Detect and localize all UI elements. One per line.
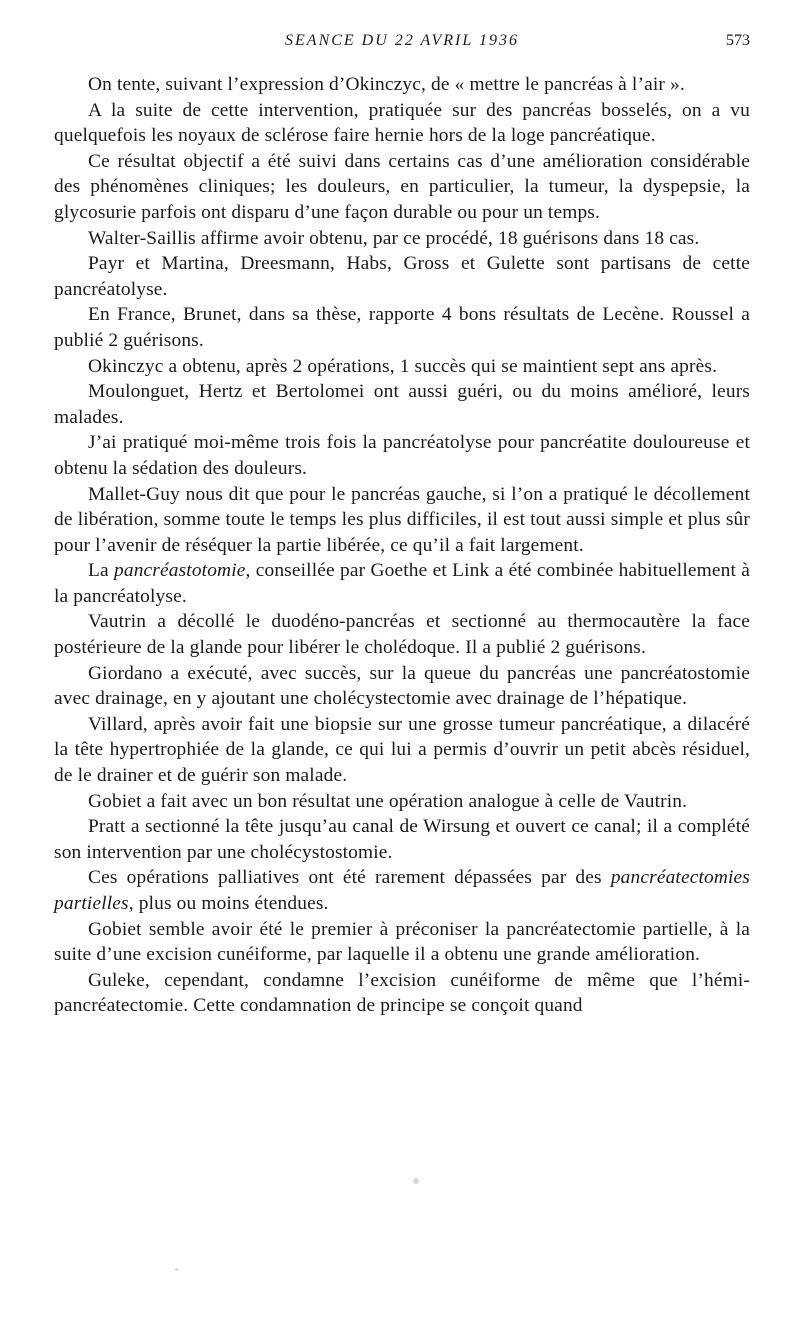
page-number: 573 <box>726 32 750 49</box>
ink-speck <box>175 1268 178 1271</box>
running-header <box>54 28 750 56</box>
paragraph: Guleke, cependant, condamne l’excision cunéiforme de même que l’hémi-pancréatectomie. Cette condamnation de principe se conçoit quand <box>54 969 750 1017</box>
paragraph: A la suite de cette intervention, pratiquée sur des pancréas bosselés, on a vu quelquefois les noyaux de sclérose faire hernie hors de la loge pancréatique. <box>54 99 750 147</box>
paragraph: On tente, suivant l’expression d’Okinczyc, de « mettre le pancréas à l’air ». <box>88 74 685 95</box>
ink-speck <box>413 1178 419 1184</box>
paragraph: Okinczyc a obtenu, après 2 opérations, 1 succès qui se maintient sept ans après. <box>88 355 718 377</box>
paragraph: Pratt a sectionné la tête jusqu’au canal de Wirsung et ouvert ce canal; il a complété son intervention par une cholécystostomie. <box>54 816 750 863</box>
body-text <box>54 72 750 1019</box>
italic-term: pancréastotomie <box>114 560 246 582</box>
paragraph: J’ai pratiqué moi-même trois fois la pancréatolyse pour pancréatite douloureuse et obtenu la sédation des douleurs. <box>54 432 750 479</box>
paragraph: En France, Brunet, dans sa thèse, rapporte 4 bons résultats de Lecène. Roussel a publié 2 guérisons. <box>54 304 750 351</box>
italic-term: pancréatectomies partielles <box>54 867 750 914</box>
paragraph: Ce résultat objectif a été suivi dans certains cas d’une amélioration considérable des phénomènes cliniques; les douleurs, en particulier, la tumeur, la dyspepsie, la glycosurie parfois ont disparu d’une façon durable ou pour un temps. <box>54 150 750 223</box>
paragraph: Walter-Saillis affirme avoir obtenu, par ce procédé, 18 guérisons dans 18 cas. <box>88 227 700 249</box>
paragraph: Giordano a exécuté, avec succès, sur la queue du pancréas une pancréatostomie avec drainage, en y ajoutant une cholécystectomie avec drainage de l’hépatique. <box>54 662 750 710</box>
paragraph: Vautrin a décollé le duodéno-pancréas et sectionné au thermocautère la face postérieure de la glande pour libérer le cholédoque. Il a publié 2 guérisons. <box>54 611 750 659</box>
paragraph: Gobiet a fait avec un bon résultat une opération analogue à celle de Vautrin. <box>88 790 688 812</box>
running-title: SEANCE DU 22 AVRIL 1936 <box>285 32 519 49</box>
paragraph: Mallet-Guy nous dit que pour le pancréas gauche, si l’on a pratiqué le décollement de libération, somme toute le temps les plus difficiles, il est tout aussi simple et plus sûr pour l’avenir de réséquer la partie libérée, ce qu’il a fait largement. <box>54 483 750 556</box>
paragraph: Ces opérations palliatives ont été rarement dépassées par des pancréatectomies partielles, plus ou moins étendues. <box>54 867 750 914</box>
paragraph: Payr et Martina, Dreesmann, Habs, Gross et Gulette sont partisans de cette pancréatolyse. <box>54 253 750 300</box>
paragraph: Moulonguet, Hertz et Bertolomei ont aussi guéri, ou du moins amélioré, leurs malades. <box>54 381 750 428</box>
paragraph: La pancréastotomie, conseillée par Goethe et Link a été combinée habituellement à la pancréatolyse. <box>54 560 750 607</box>
paragraph: Gobiet semble avoir été le premier à préconiser la pancréatectomie partielle, à la suite d’une excision cunéiforme, par laquelle il a obtenu une grande amélioration. <box>54 918 750 966</box>
paragraph: Villard, après avoir fait une biopsie sur une grosse tumeur pancréatique, a dilacéré la tête hypertrophiée de la glande, ce qui lui a permis d’ouvrir un petit abcès résiduel, de le drainer et de guérir son malade. <box>54 713 750 787</box>
